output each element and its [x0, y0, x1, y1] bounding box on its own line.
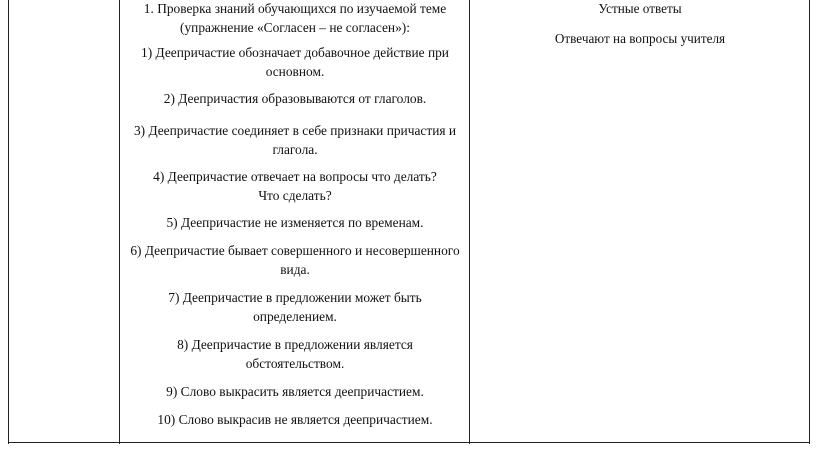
statement: 8) Деепричастие в предложении является обстоятельством.	[177, 337, 413, 371]
oral-answers-text: Устные ответы	[598, 1, 682, 16]
statement: 9) Слово выкрасить является деепричастием.	[166, 384, 424, 399]
statement: 6) Деепричастие бывает совершенного и несовершенного вида.	[130, 243, 460, 277]
table-border-left	[8, 0, 9, 444]
statement: 3) Деепричастие соединяет в себе признаки причастия и глагола.	[133, 123, 457, 157]
student-activity-cell	[470, 0, 810, 444]
statement: 5) Деепричастие не изменяется по временам.	[166, 215, 424, 230]
statement: 2) Деепричастия образовываются от глаголов.	[163, 91, 427, 106]
exercise-heading: 1. Проверка знаний обучающихся по изучаемой теме (упражнение «Согласен – не согласен»):	[143, 1, 447, 35]
answer-questions-text: Отвечают на вопросы учителя	[554, 31, 726, 46]
statement: 4) Деепричастие отвечает на вопросы что делать? Что сделать?	[153, 169, 437, 203]
statement: 7) Деепричастие в предложении может быть определением.	[168, 290, 422, 324]
statement: 10) Слово выкрасив не является деепричастием.	[157, 412, 433, 427]
statement: 1) Деепричастие обозначает добавочное действие при основном.	[141, 45, 449, 79]
exercise-cell	[120, 0, 470, 444]
